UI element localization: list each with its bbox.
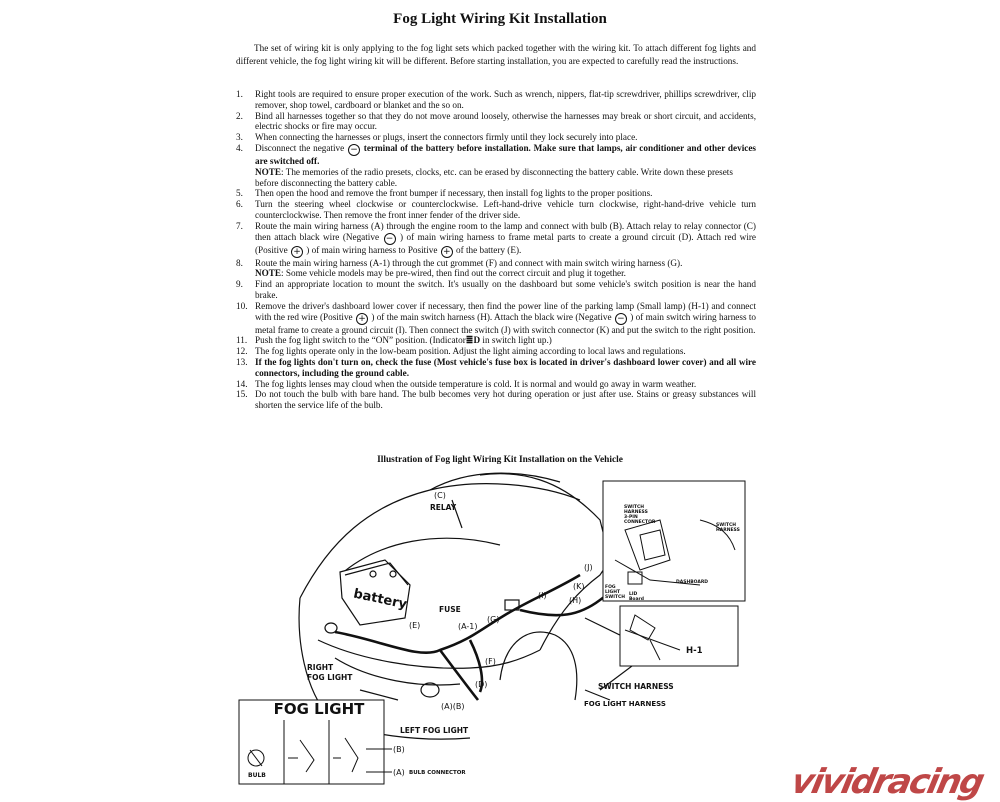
list-item: 14. The fog lights lenses may cloud when the outside temperature is cold. It is normal and would go away in warm weather. <box>236 378 697 389</box>
dashboard-inset <box>603 481 745 601</box>
label-h: (H) <box>569 596 582 605</box>
note-text: NOTE: The memories of the radio presets, clocks, etc. can be erased by disconnecting the battery cable. Write down these presets before disconnecting the battery cable. <box>255 166 733 188</box>
fog-light-box-title: FOG LIGHT <box>273 700 365 718</box>
list-item: 7. Route the main wiring harness (A) through the engine room to the lamp and connect with bulb (B). Attach relay to relay connector (C) then attach black wire (Negative − ) of main wiring harness to frame metal parts to create a ground circuit (D). Attach red wire (Positive + ) of main wiring harness to Positive + of the battery (E). <box>236 220 757 257</box>
page-title: Fog Light Wiring Kit Installation <box>393 11 607 27</box>
label-h1: H-1 <box>686 646 703 656</box>
illustration-title: Illustration of Fog light Wiring Kit Installation on the Vehicle <box>377 455 623 465</box>
label-right-fog-light: RIGHT FOG LIGHT <box>307 663 353 682</box>
label-e: (E) <box>409 621 421 630</box>
label-b: (B) <box>393 745 405 754</box>
list-item: 12. The fog lights operate only in the low-beam position. Adjust the light aiming according to local laws and regulations. <box>236 346 686 357</box>
fog-indicator-icon: ≣D <box>465 335 481 346</box>
label-inset-switch-harness: SWITCH HARNESS <box>716 523 740 533</box>
car-roof-outline <box>430 473 560 490</box>
list-item: 10. Remove the driver's dashboard lower cover if necessary, then find the power line of the parking lamp (Small lamp) (H-1) and connect with the red wire (Positive + ) of the main switch harness (H). Attach the black wire (Negative − ) of main switch wiring harness to metal frame to create a ground circuit (I). Then connect the switch (J) with switch connector (K) and put the switch to the right position. <box>236 300 757 335</box>
label-i: (I) <box>538 591 547 600</box>
label-k: (K) <box>573 582 585 591</box>
note-text: NOTE: Some vehicle models may be pre-wired, then find out the correct circuit and plug it together. <box>255 268 626 279</box>
label-ab: (A)(B) <box>441 702 465 711</box>
fender-outline <box>540 560 610 650</box>
label-inset-fog-light-switch: FOG LIGHT SWITCH <box>605 585 626 600</box>
positive-symbol-icon: + <box>356 313 368 325</box>
label-bulb: BULB <box>248 772 266 779</box>
list-item: 4. Disconnect the negative − terminal of the battery before installation. Make sure that lamps, air conditioner and other devices are switched off. <box>236 142 756 166</box>
label-fog-light-harness: FOG LIGHT HARNESS <box>584 700 666 708</box>
list-item: 8. Route the main wiring harness (A-1) through the cut grommet (F) and connect with main switch wiring harness (G). <box>236 257 683 268</box>
label-switch-harness: SWITCH HARNESS <box>598 682 674 691</box>
list-item: 5. Then open the hood and remove the front bumper if necessary, then install fog lights to the proper positions. <box>236 188 653 199</box>
left-harness-branch <box>440 650 478 700</box>
label-bulb-connector: BULB CONNECTOR <box>409 770 466 776</box>
label-a-bulb: (A) <box>393 768 405 777</box>
list-item: 2. Bind all harnesses together so that they do not move around loosely, otherwise the harnesses may break or short circuit, and accidents, electric shocks or fire may occur. <box>236 110 756 132</box>
list-item: 9. Find an appropriate location to mount the switch. It's usually on the dashboard but some vehicle's switch position is near the hand brake. <box>236 279 756 300</box>
label-c: (C) <box>434 491 446 500</box>
grille-outline <box>335 658 460 685</box>
label-inset-lid-board: LID Board <box>629 592 644 602</box>
label-f: (F) <box>485 657 496 666</box>
label-a1: (A-1) <box>458 622 478 631</box>
label-j: (J) <box>584 563 593 572</box>
negative-symbol-icon: − <box>384 233 396 245</box>
positive-symbol-icon: + <box>441 246 453 258</box>
list-item: 6. Turn the steering wheel clockwise or counterclockwise. Left-hand-drive vehicle turn clockwise, right-hand-drive vehicle turn counterclockwise. Then remove the front inner fender of the driver side. <box>236 199 756 220</box>
right-fog-light <box>325 623 337 633</box>
label-battery: battery <box>352 586 409 613</box>
list-item: 1. Right tools are required to ensure proper execution of the work. Such as wrench, nippers, flat-tip screwdriver, phillips screwdriver, clip remover, shop towel, cardboard or blanket and the so on. <box>236 89 756 110</box>
list-item: 15. Do not touch the bulb with bare hand. The bulb becomes very hot during operation or just after use. Stains or greasy substances will shorten the service life of the bulb. <box>236 389 756 411</box>
label-inset-dashboard: DASHBOARD <box>676 580 709 585</box>
h1-connection-inset <box>620 606 738 666</box>
label-g: (G) <box>487 615 500 624</box>
list-item: 13. If the fog lights don't turn on, check the fuse (Most vehicle's fuse box is located in driver's dashboard lower cover) and all wire connectors, including the ground cable. <box>236 356 756 378</box>
negative-symbol-icon: − <box>615 313 627 325</box>
label-inset-switch-connector: SWITCH HARNESS 3-PIN CONNECTOR <box>624 505 656 525</box>
label-relay: RELAY <box>430 503 457 512</box>
negative-symbol-icon: − <box>348 144 360 156</box>
intro-paragraph: The set of wiring kit is only applying to the fog light sets which packed together with the wiring kit. To attach different fog lights and different vehicle, the fog light wiring kit will be different. Before starting installation, you are expected to carefully read the instructions. <box>236 43 756 66</box>
list-item: 11. Push the fog light switch to the “ON” position. (Indicator≣D in switch light up.) <box>236 335 552 346</box>
label-left-fog-light: LEFT FOG LIGHT <box>400 726 469 735</box>
label-d: (D) <box>475 680 488 689</box>
list-item: 3. When connecting the harnesses or plugs, insert the connectors firmly until they lock securely into place. <box>236 132 638 143</box>
wheel-arch <box>500 632 577 700</box>
watermark-logo: vividracing <box>787 762 987 802</box>
windshield-outline <box>480 474 610 560</box>
label-fuse: FUSE <box>439 605 461 614</box>
positive-symbol-icon: + <box>291 246 303 258</box>
